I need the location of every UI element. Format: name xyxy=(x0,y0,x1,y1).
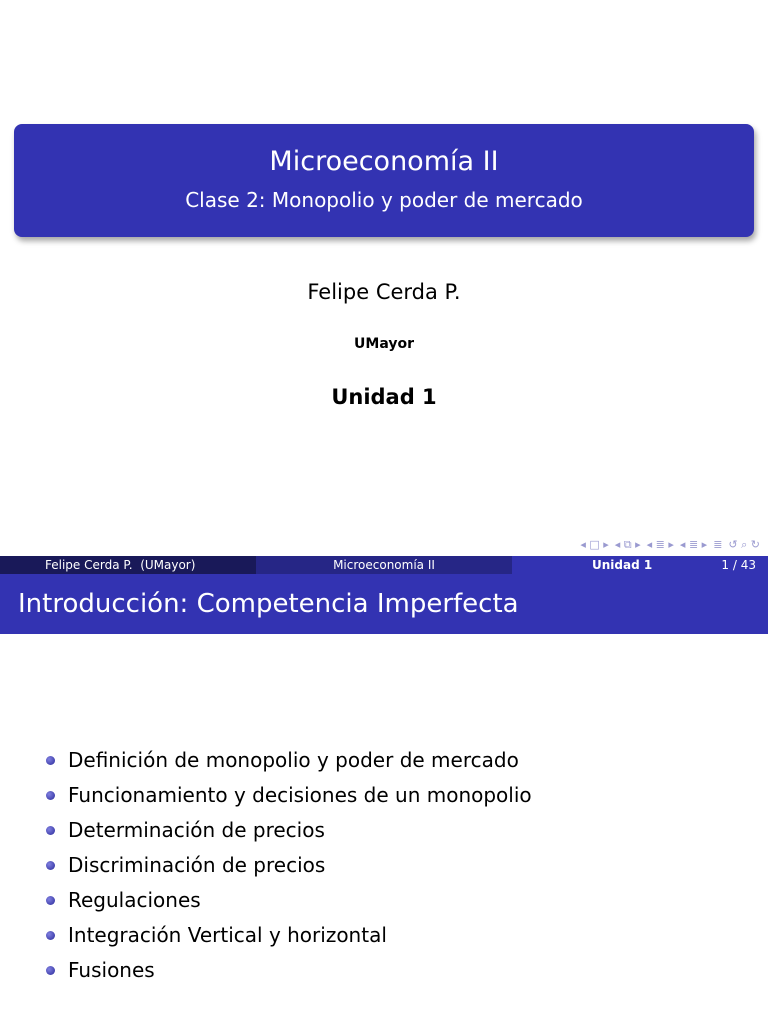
list-item xyxy=(46,918,532,953)
navigation-symbols[interactable] xyxy=(580,538,760,552)
list-item xyxy=(46,883,532,918)
nav-frame-icon[interactable]: ◂ □ ▸ xyxy=(580,538,609,551)
list-item xyxy=(46,743,532,778)
list-item-text: Funcionamiento y decisiones de un monopolio xyxy=(68,783,532,807)
list-item xyxy=(46,813,532,848)
footer-date-text: Unidad 1 xyxy=(592,558,653,572)
nav-subsection-icon[interactable]: ◂ ⧉ ▸ xyxy=(614,538,641,551)
footer-page-number: 1 / 43 xyxy=(721,558,756,572)
list-item-text: Fusiones xyxy=(68,958,155,982)
bullet-icon xyxy=(46,966,55,975)
bullet-icon xyxy=(46,896,55,905)
nav-subsection-list-icon[interactable]: ◂ ≣ ▸ xyxy=(679,538,708,551)
slide-footer xyxy=(0,556,768,574)
nav-toc-icon[interactable]: ≣ xyxy=(713,538,723,551)
list-item xyxy=(46,848,532,883)
footer-title-text: Microeconomía II xyxy=(333,558,435,572)
bullet-icon xyxy=(46,826,55,835)
footer-author-text: Felipe Cerda P. (UMayor) xyxy=(45,558,196,572)
frame-title: Introducción: Competencia Imperfecta xyxy=(0,574,768,634)
institute-name: UMayor xyxy=(354,336,414,352)
nav-section-icon[interactable]: ◂ ≣ ▸ xyxy=(646,538,674,551)
bullet-list xyxy=(46,743,532,988)
bullet-icon xyxy=(46,791,55,800)
list-item-text: Integración Vertical y horizontal xyxy=(68,923,387,947)
list-item-text: Determinación de precios xyxy=(68,818,325,842)
bullet-icon xyxy=(46,861,55,870)
footer-date-page xyxy=(512,556,768,574)
presentation-date: Unidad 1 xyxy=(331,385,437,409)
list-item-text: Discriminación de precios xyxy=(68,853,326,877)
footer-author xyxy=(0,556,256,574)
nav-search-icon[interactable]: ↺ ⌕ ↻ xyxy=(728,538,760,551)
footer-title xyxy=(256,556,512,574)
author-name: Felipe Cerda P. xyxy=(307,280,461,304)
presentation-subtitle: Clase 2: Monopolio y poder de mercado xyxy=(185,188,583,212)
list-item-text: Regulaciones xyxy=(68,888,201,912)
bullet-icon xyxy=(46,931,55,940)
list-item xyxy=(46,778,532,813)
presentation-title: Microeconomía II xyxy=(269,146,499,177)
list-item xyxy=(46,953,532,988)
title-block xyxy=(14,124,754,237)
bullet-icon xyxy=(46,756,55,765)
list-item-text: Definición de monopolio y poder de mercado xyxy=(68,748,519,772)
